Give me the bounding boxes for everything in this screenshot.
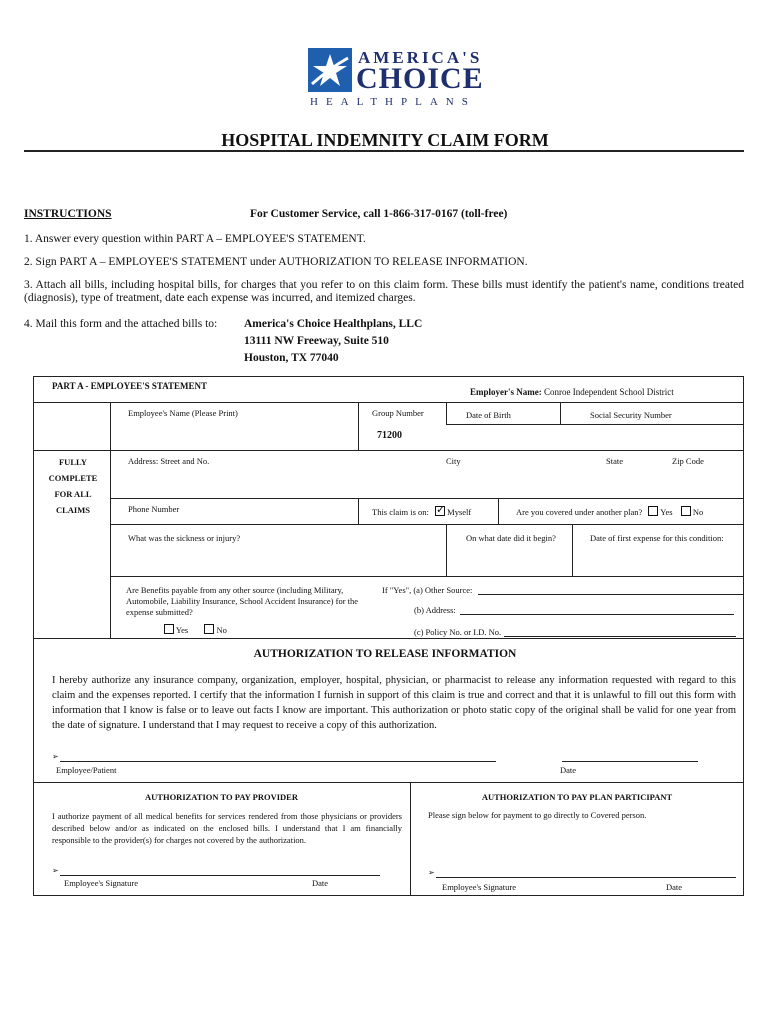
title-rule bbox=[24, 150, 744, 152]
phone-label: Phone Number bbox=[128, 504, 180, 514]
state-label: State bbox=[606, 456, 623, 466]
employer-label: Employer's Name: bbox=[470, 387, 542, 397]
authorization-date-label: Date bbox=[560, 765, 577, 775]
row4-top bbox=[110, 524, 744, 525]
pay-provider-text: I authorize payment of all medical benefits for services rendered from those physicians or providers described below and/or as indicated on the enclosed bills. I understand that I am financially responsible to the provider(s) for charges not covered by the authorization. bbox=[52, 811, 402, 845]
row1-top bbox=[33, 402, 744, 403]
side-label-line3: FOR ALL bbox=[54, 489, 92, 499]
row4-div1 bbox=[446, 524, 447, 576]
instruction-item-2: 2. Sign PART A – EMPLOYEE'S STATEMENT under AUTHORIZATION TO RELEASE INFORMATION. bbox=[24, 256, 528, 268]
employee-patient-signature-line[interactable] bbox=[60, 761, 496, 762]
part-a-heading: PART A - EMPLOYEE'S STATEMENT bbox=[52, 381, 208, 391]
claim-on-field bbox=[372, 506, 471, 517]
zip-label: Zip Code bbox=[672, 456, 704, 466]
claim-on-label: This claim is on: bbox=[372, 507, 429, 517]
provider-signature-line[interactable] bbox=[60, 875, 380, 876]
other-plan-yes-label: Yes bbox=[660, 507, 673, 517]
instruction-item-4: 4. Mail this form and the attached bills to: bbox=[24, 318, 218, 330]
logo-line3: HEALTHPLANS bbox=[310, 96, 476, 108]
benefits-yes-checkbox[interactable] bbox=[164, 624, 174, 634]
mail-address-line3: Houston, TX 77040 bbox=[244, 352, 339, 364]
group-number-label: Group Number bbox=[372, 408, 424, 418]
instruction-item-1: 1. Answer every question within PART A – EMPLOYEE'S STATEMENT. bbox=[24, 233, 366, 245]
benefits-yes-label: Yes bbox=[175, 625, 189, 635]
row3-div2 bbox=[498, 498, 499, 524]
other-plan-yes-checkbox[interactable] bbox=[648, 506, 658, 516]
instructions-heading: INSTRUCTIONS bbox=[24, 208, 112, 220]
auth-top bbox=[33, 638, 744, 639]
sickness-date-label: On what date did it begin? bbox=[466, 533, 556, 543]
logo-line1: AMERICA'S bbox=[358, 48, 483, 67]
benefits-options bbox=[164, 624, 227, 635]
participant-arrow: ➢ bbox=[428, 868, 435, 877]
employer-value: Conroe Independent School District bbox=[544, 387, 674, 397]
benefits-no-checkbox[interactable] bbox=[204, 624, 214, 634]
authorization-text: I hereby authorize any insurance company, organization, employer, hospital, physician, or pharmacist to release any information requested with regard to this claim and the expenses reported. I certify that the information I furnish in support of this claim is true and correct and that it is unlawful to fill out this form with information that I know is false or to leave out facts I know are important. This authorization or photo static copy of the original shall be valid for one year from the date of signature. I understand that I may request to receive a copy of this authorization. bbox=[52, 675, 736, 731]
group-number-value: 71200 bbox=[377, 430, 402, 441]
first-expense-label: Date of first expense for this condition: bbox=[590, 533, 724, 543]
participant-signature-line[interactable] bbox=[436, 877, 736, 878]
ssn-label: Social Security Number bbox=[590, 410, 672, 420]
policy-label: (c) Policy No. or I.D. No. bbox=[414, 627, 502, 637]
pay-participant-text: Please sign below for payment to go directly to Covered person. bbox=[428, 810, 647, 820]
benefits-question: Are Benefits payable from any other source (including Military, Automobile, Liability Insurance, School Accident Insurance) for the expense submitted? bbox=[126, 585, 359, 617]
dob-label: Date of Birth bbox=[466, 410, 511, 420]
participant-signature-label: Employee's Signature bbox=[442, 882, 517, 892]
sickness-label: What was the sickness or injury? bbox=[128, 533, 241, 543]
row3-top bbox=[110, 498, 744, 499]
customer-service-line: For Customer Service, call 1-866-317-0167 (toll-free) bbox=[250, 208, 508, 220]
instruction-item-3: 3. Attach all bills, including hospital bills, for charges that you refer to on this claim form. These bills must identify the patient's name, conditions treated (diagnosis), type of treatment, date each expense was incurred, and itemized charges. bbox=[24, 279, 744, 304]
other-plan-no-label: No bbox=[692, 507, 704, 517]
page-title: HOSPITAL INDEMNITY CLAIM FORM bbox=[221, 130, 549, 150]
myself-label: Myself bbox=[447, 507, 472, 517]
row2-top bbox=[33, 450, 744, 451]
employee-arrow: ➢ bbox=[52, 752, 59, 761]
benefits-no-label: No bbox=[216, 625, 227, 635]
row1-div1 bbox=[358, 402, 359, 450]
provider-date-label: Date bbox=[312, 878, 329, 888]
company-logo bbox=[308, 48, 484, 108]
authorization-date-line[interactable] bbox=[562, 761, 698, 762]
participant-date-label: Date bbox=[666, 882, 683, 892]
pay-provider-heading: AUTHORIZATION TO PAY PROVIDER bbox=[145, 792, 298, 802]
row3-div1 bbox=[358, 498, 359, 524]
other-plan-field bbox=[516, 506, 703, 517]
city-label: City bbox=[446, 456, 461, 466]
other-source-line[interactable] bbox=[478, 594, 744, 595]
other-plan-no-checkbox[interactable] bbox=[681, 506, 691, 516]
pay-section-top bbox=[33, 782, 744, 783]
mail-address-line1: America's Choice Healthplans, LLC bbox=[244, 318, 423, 330]
myself-checkbox[interactable] bbox=[435, 506, 445, 516]
side-label-line4: CLAIMS bbox=[55, 505, 90, 515]
row1-div2 bbox=[446, 402, 447, 424]
row1-mid bbox=[446, 424, 744, 425]
address-label: Address: Street and No. bbox=[128, 456, 210, 466]
row1-div3 bbox=[560, 402, 561, 424]
row4-div2 bbox=[572, 524, 573, 576]
provider-arrow: ➢ bbox=[52, 866, 59, 875]
other-plan-label: Are you covered under another plan? bbox=[516, 507, 643, 517]
logo-line2: CHOICE bbox=[356, 62, 484, 95]
address-b-line[interactable] bbox=[460, 614, 734, 615]
side-label-line1: FULLY bbox=[58, 457, 88, 467]
employee-patient-label: Employee/Patient bbox=[56, 765, 117, 775]
side-label-line2: COMPLETE bbox=[48, 473, 98, 483]
authorization-heading: AUTHORIZATION TO RELEASE INFORMATION bbox=[253, 648, 517, 660]
employer-field bbox=[470, 387, 674, 397]
provider-signature-label: Employee's Signature bbox=[64, 878, 139, 888]
mail-address-line2: 13111 NW Freeway, Suite 510 bbox=[244, 335, 389, 347]
row5-top bbox=[110, 576, 744, 577]
other-source-label: If "Yes", (a) Other Source: bbox=[382, 585, 473, 595]
star-logo-icon bbox=[308, 48, 352, 92]
pay-participant-heading: AUTHORIZATION TO PAY PLAN PARTICIPANT bbox=[481, 792, 673, 802]
address-b-label: (b) Address: bbox=[414, 605, 456, 615]
side-label bbox=[44, 454, 102, 518]
employee-name-label: Employee's Name (Please Print) bbox=[128, 408, 238, 418]
side-column-divider bbox=[110, 402, 111, 638]
policy-line[interactable] bbox=[504, 636, 736, 637]
